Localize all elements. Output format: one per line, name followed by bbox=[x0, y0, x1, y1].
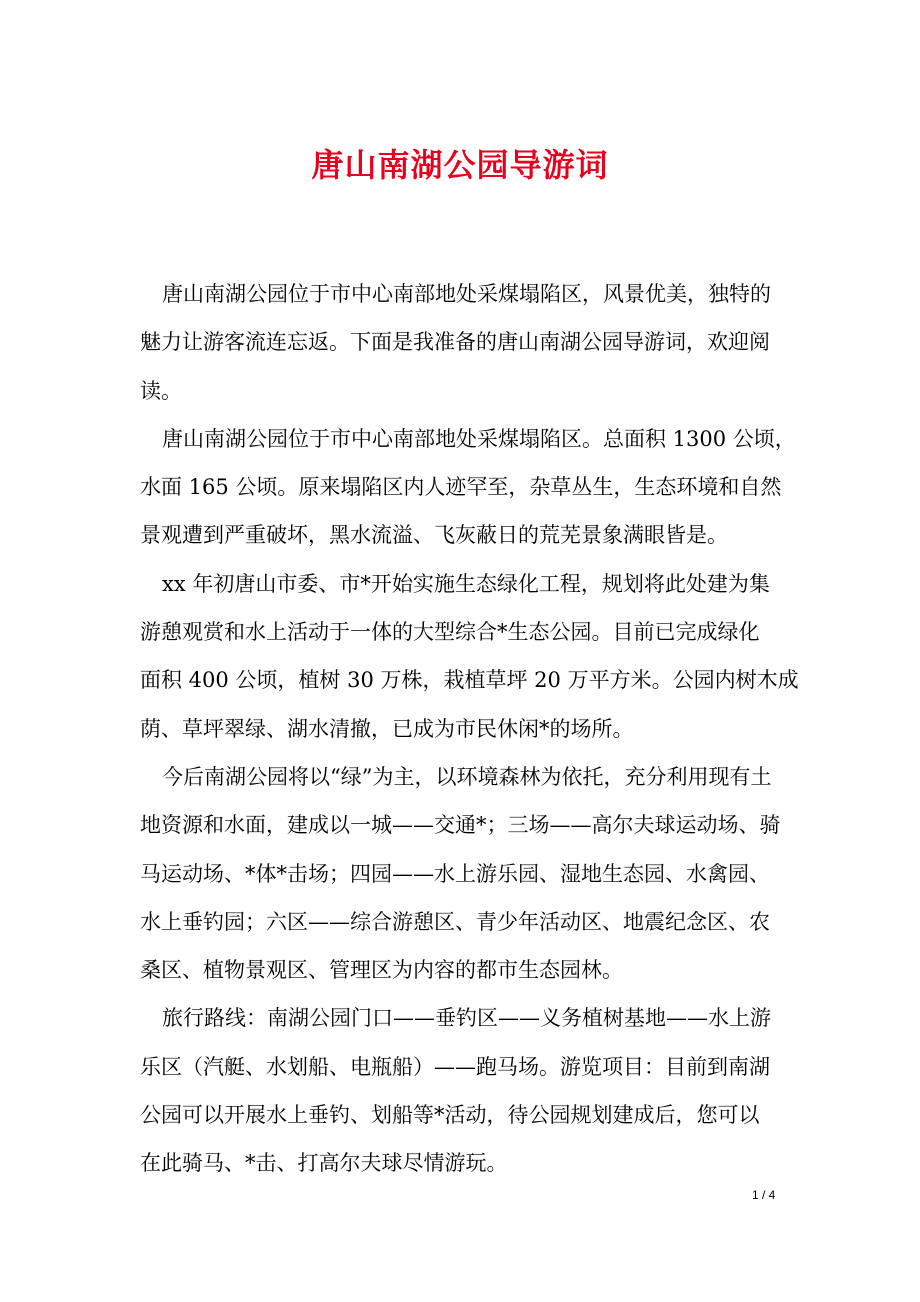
paragraph-line: 水面 165 公顷。原来塌陷区内人迹罕至，杂草丛生，生态环境和自然 bbox=[140, 475, 782, 500]
paragraph bbox=[140, 560, 800, 753]
paragraph-line: 旅行路线：南湖公园门口——垂钓区——义务植树基地——水上游 bbox=[162, 1006, 771, 1031]
paragraph bbox=[140, 753, 800, 994]
paragraph-line: 唐山南湖公园位于市中心南部地处采煤塌陷区，风景优美，独特的 bbox=[162, 282, 771, 306]
paragraph bbox=[140, 994, 800, 1187]
paragraph-line: 唐山南湖公园位于市中心南部地处采煤塌陷区。总面积 1300 公顷， bbox=[162, 426, 796, 451]
page-number: 1 / 4 bbox=[752, 1188, 776, 1202]
paragraph-line: 地资源和水面，建成以一城——交通*；三场——高尔夫球运动场、骑 bbox=[140, 813, 781, 838]
paragraph-line: 桑区、植物景观区、管理区为内容的都市生态园林。 bbox=[140, 958, 623, 983]
paragraph-line: 荫、草坪翠绿、湖水清撤，已成为市民休闲*的场所。 bbox=[140, 716, 634, 741]
paragraph-line: 乐区（汽艇、水划船、电瓶船）——跑马场。游览项目：目前到南湖 bbox=[140, 1054, 770, 1079]
document-body bbox=[140, 270, 800, 1188]
paragraph-line: 水上垂钓园；六区——综合游憩区、青少年活动区、地震纪念区、农 bbox=[140, 909, 770, 934]
paragraph-line: 在此骑马、*击、打高尔夫球尽情游玩。 bbox=[140, 1151, 508, 1176]
document-title: 唐山南湖公园导游词 bbox=[311, 146, 609, 184]
paragraph bbox=[140, 270, 800, 415]
paragraph bbox=[140, 415, 800, 560]
paragraph-line: 读。 bbox=[140, 378, 182, 403]
paragraph-line: 游憩观赏和水上活动于一体的大型综合*生态公园。目前已完成绿化 bbox=[140, 620, 760, 645]
paragraph-line: 景观遭到严重破坏，黑水流溢、飞灰蔽日的荒芜景象满眼皆是。 bbox=[140, 523, 728, 548]
paragraph-line: 魅力让游客流连忘返。下面是我准备的唐山南湖公园导游词，欢迎阅 bbox=[140, 330, 770, 355]
paragraph-line: xx 年初唐山市委、市*开始实施生态绿化工程，规划将此处建为集 bbox=[162, 571, 770, 596]
paragraph-line: 公园可以开展水上垂钓、划船等*活动，待公园规划建成后，您可以 bbox=[140, 1103, 760, 1128]
paragraph-line: 马运动场、*体*击场；四园——水上游乐园、湿地生态园、水禽园、 bbox=[140, 861, 770, 886]
paragraph-line: 今后南湖公园将以“绿”为主，以环境森林为依托，充分利用现有土 bbox=[162, 764, 772, 789]
paragraph-line: 面积 400 公顷，植树 30 万株，栽植草坪 20 万平方米。公园内树木成 bbox=[140, 668, 799, 693]
